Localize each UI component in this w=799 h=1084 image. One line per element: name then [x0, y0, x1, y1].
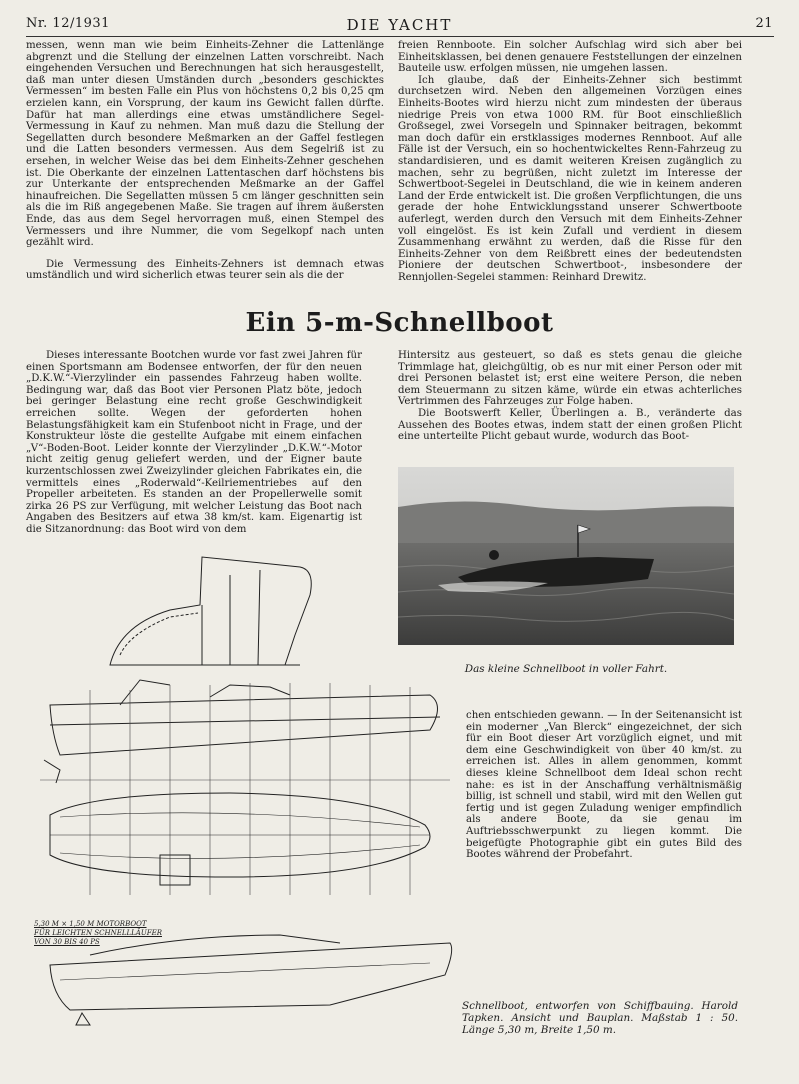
- article-left-column: [26, 350, 362, 536]
- article-right-paragraph-3: chen entschieden gewann. — In der Seitenansicht ist ein moderner „Van Blerck“ eingezeichnet, der sich für ein Boot dieser Art vorzüglich eignet, und mit dem eine Geschwindigkeit von über 40 km/st. zu erreichen ist. Alles in allem genommen, kommt dieses kleine Schnellboot dem Ideal schon recht nahe: es ist in der Anschaffung verhältnismäßig billig, ist schnell und stabil, wird mit den Wellen gut fertig und ist gegen Zuladung weniger empfindlich als andere Boote, da sie genau im Auftriebsschwerpunkt zu liegen kommt. Die beigefügte Photographie gibt ein gutes Bild des Bootes während der Probefahrt.: [466, 710, 742, 861]
- drawing-label: [34, 920, 162, 947]
- top-right-paragraph-2: Ich glaube, daß der Einheits-Zehner sich bestimmt durchsetzen wird. Neben den allgemeinen Vorzügen eines Einheits-Bootes wird hierzu nicht zum mindesten der überaus niedrige Preis von etwa 1000 RM. für Boot einschließlich Großsegel, zwei Vorsegeln und Spinnaker beitragen, bekommt man doch dafür ein erstklassiges modernes Rennboot. Auf alle Fälle ist der Versuch, ein so hochentwickeltes Renn-Fahrzeug zu standardisieren, und es damit weiteren Kreisen zugänglich zu machen, sehr zu begrüßen, nicht zuletzt im Interesse der Schwertboot-Segelei in Deutschland, die wie in keinem anderen Land der Erde entwickelt ist. Die großen Verpflichtungen, die uns gerade der hohe Entwicklungsstand unserer Schwertboote auferlegt, werden durch den Versuch mit dem Einheits-Zehner voll eingelöst. Es ist kein Zufall und verdient in diesem Zusammenhang erwähnt zu werden, daß die Risse für den Einheits-Zehner von dem Reißbrett eines der bedeutendsten Pioniere der deutschen Schwertboot-, insbesondere der Rennjollen-Segelei stammen: Reinhard Drewitz.: [398, 74, 742, 283]
- article-right-paragraph-1: Hintersitz aus gesteuert, so daß es stets genau die gleiche Trimmlage hat, gleichgültig, ob es nur mit einer Person oder mit drei Personen belastet ist; erst eine weitere Person, die neben dem Steuermann zu sitzen käme, würde ein etwas achterliches Vertrimmen des Fahrzeuges zur Folge haben.: [398, 350, 742, 408]
- issue-number: Nr. 12/1931: [26, 16, 110, 31]
- top-left-paragraph-1: messen, wenn man wie beim Einheits-Zehner die Lattenlänge abgrenzt und die Stellung der einzelnen Latten vorschreibt. Nach eingehenden Versuchen und Berechnungen hat sich herausgestellt, daß man unter diesen Umständen durch „besonders geschicktes Vermessen“ im besten Falle ein Plus von höchstens 0,2 bis 0,25 qm erzielen kann, ein Vorsprung, der kaum ins Gewicht fallen dürfte. Dafür hat man allerdings eine etwas umständlichere Segel-Vermessung in Kauf zu nehmen. Man muß dazu die Stellung der Segellatten durch besondere Meßmarken an der Gaffel festlegen und die Latten besonders vermessen. Aus dem Segelriß ist zu ersehen, in welcher Weise das bei dem Einheits-Zehner geschehen ist. Die Oberkante der einzelnen Lattentaschen darf höchstens bis zur Unterkante der entsprechenden Meßmarke an der Gaffel hinaufreichen. Die Segellatten müssen 5 cm länger geschnitten sein als die im Riß angegebenen Maße. Sie tragen auf ihrem äußersten Ende, das aus dem Segel hervorragen muß, einen Stempel des Vermessers und ihre Nummer, die vom Segelkopf nach unten gezählt wird.: [26, 40, 384, 249]
- article-right-column-lower: [466, 710, 742, 861]
- top-right-column: [398, 40, 742, 283]
- drawing-label-3: VON 30 BIS 40 PS: [34, 938, 100, 946]
- boat-technical-drawing: [30, 555, 460, 1030]
- drawing-caption: Schnellboot, entworfen von Schiffbauing. Harold Tapken. Ansicht und Bauplan. Maßstab 1 : 50. Länge 5,30 m, Breite 1,50 m.: [462, 1000, 738, 1036]
- article-title: Ein 5-m-Schnellboot: [245, 308, 554, 338]
- article-right-column-upper: [398, 350, 742, 443]
- top-left-paragraph-2: Die Vermessung des Einheits-Zehners ist demnach etwas umständlich und wird sicherlich etwas teurer sein als die der: [26, 258, 384, 282]
- drawing-label-2: FÜR LEICHTEN SCHNELLLÄUFER: [34, 929, 162, 937]
- article-right-paragraph-2: Die Bootswerft Keller, Überlingen a. B., veränderte das Aussehen des Bootes etwas, indem statt der einen großen Plicht eine unterteilte Plicht gebaut wurde, wodurch das Boot-: [398, 407, 742, 443]
- header-rule: [26, 36, 774, 37]
- journal-title: DIE YACHT: [346, 16, 453, 34]
- lower-profile-hull: [50, 943, 452, 1010]
- photo-caption: Das kleine Schnellboot in voller Fahrt.: [464, 663, 668, 675]
- top-right-paragraph-1: freien Rennboote. Ein solcher Aufschlag wird sich aber bei Einheitsklassen, bei denen genauere Feststellungen der einzelnen Bauteile usw. erfolgen müssen, nie umgehen lassen.: [398, 40, 742, 75]
- article-left-paragraph: Dieses interessante Bootchen wurde vor fast zwei Jahren für einen Sportsmann am Bodensee entworfen, der für den neuen „D.K.W.“-Vierzylinder ein passendes Fahrzeug haben wollte. Bedingung war, daß das Boot vier Personen Platz böte, jedoch bei geringer Belastung eine recht große Geschwindigkeit erreichen sollte. Wegen der geforderten hohen Belastungsfähigkeit kam ein Stufenboot nicht in Frage, und der Konstrukteur löste die gestellte Aufgabe mit einem einfachen „V“-Boden-Boot. Leider konnte der Vierzylinder „D.K.W.“-Motor nicht zeitig genug geliefert werden, und der Eigner baute kurzentschlossen zwei Zweizylinder gleichen Fabrikates ein, die vermittels eines „Roderwald“-Keilriementriebes auf den Propeller arbeiteten. Es standen an der Propellerwelle somit zirka 26 PS zur Verfügung, mit welcher Leistung das Boot nach Angaben des Besitzers auf etwa 38 km/st. kam. Eigenartig ist die Sitzanordnung: das Boot wird von dem: [26, 350, 362, 535]
- canopy-frame: [110, 557, 311, 665]
- side-elevation-hull: [50, 695, 438, 755]
- top-left-column: [26, 40, 384, 282]
- drawing-label-1: 5,30 M × 1,50 M MOTORBOOT: [34, 920, 147, 928]
- page-number: 21: [755, 16, 773, 31]
